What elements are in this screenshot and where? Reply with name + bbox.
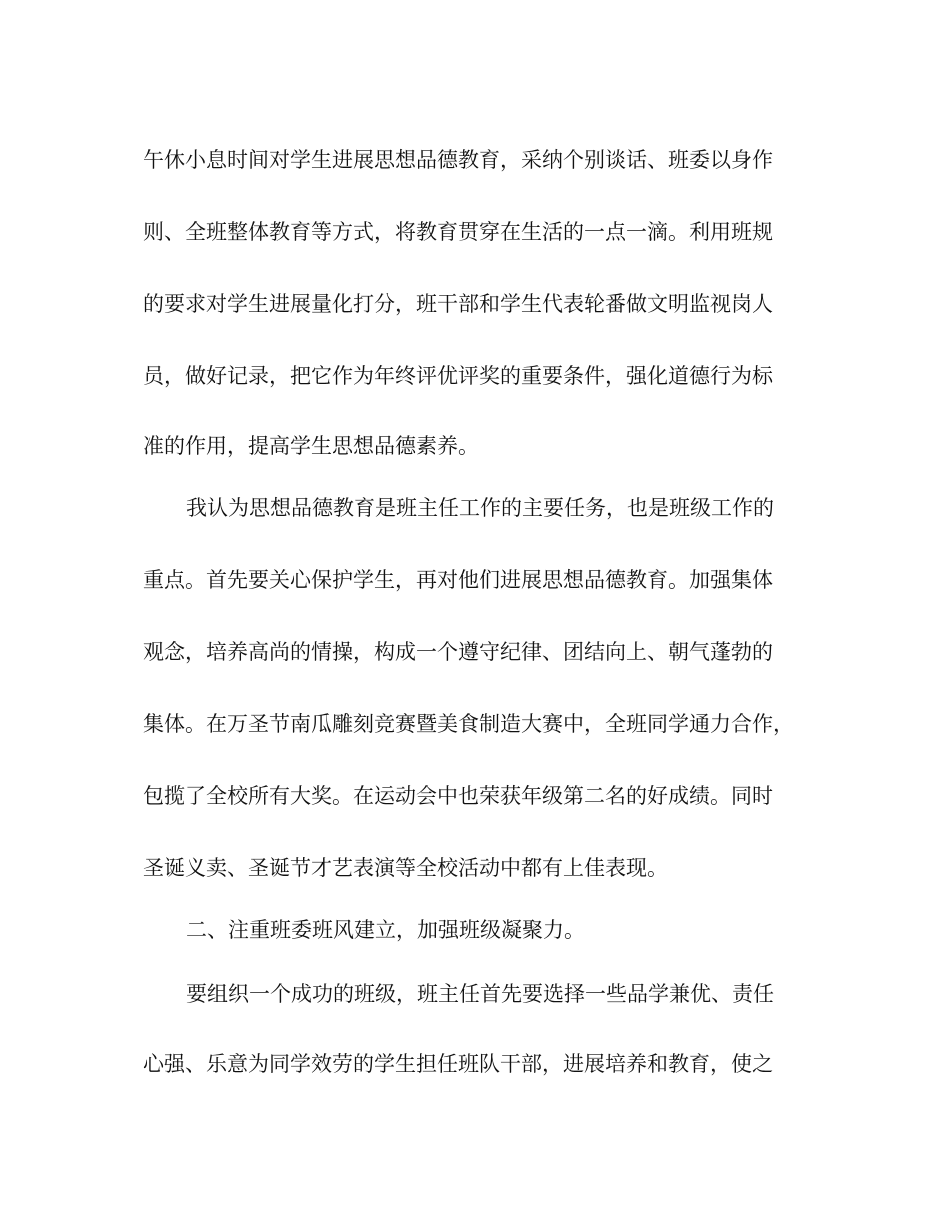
paragraph-line: 重点。首先要关心保护学生，再对他们进展思想品德教育。加强集体 — [143, 568, 773, 592]
paragraph-line: 的要求对学生进展量化打分，班干部和学生代表轮番做文明监视岗人 — [143, 292, 773, 316]
paragraph-line: 午休小息时间对学生进展思想品德教育，采纳个别谈话、班委以身作 — [143, 148, 773, 172]
section-heading: 二、注重班委班风建立，加强班级凝聚力。 — [186, 918, 585, 942]
paragraph-line: 集体。在万圣节南瓜雕刻竞赛暨美食制造大赛中，全班同学通力合作， — [143, 712, 794, 736]
paragraph-line: 准的作用，提高学生思想品德素养。 — [143, 434, 479, 458]
paragraph-line: 我认为思想品德教育是班主任工作的主要任务，也是班级工作的 — [186, 496, 774, 520]
paragraph-line: 圣诞义卖、圣诞节才艺表演等全校活动中都有上佳表现。 — [143, 856, 668, 880]
paragraph-line: 观念，培养高尚的情操，构成一个遵守纪律、团结向上、朝气蓬勃的 — [143, 640, 773, 664]
paragraph-line: 则、全班整体教育等方式，将教育贯穿在生活的一点一滴。利用班规 — [143, 220, 773, 244]
paragraph-line: 心强、乐意为同学效劳的学生担任班队干部，进展培养和教育，使之 — [143, 1052, 773, 1076]
paragraph-line: 员，做好记录，把它作为年终评优评奖的重要条件，强化道德行为标 — [143, 364, 773, 388]
paragraph-line: 要组织一个成功的班级，班主任首先要选择一些品学兼优、责任 — [186, 982, 774, 1006]
paragraph-line: 包揽了全校所有大奖。在运动会中也荣获年级第二名的好成绩。同时 — [143, 784, 773, 808]
